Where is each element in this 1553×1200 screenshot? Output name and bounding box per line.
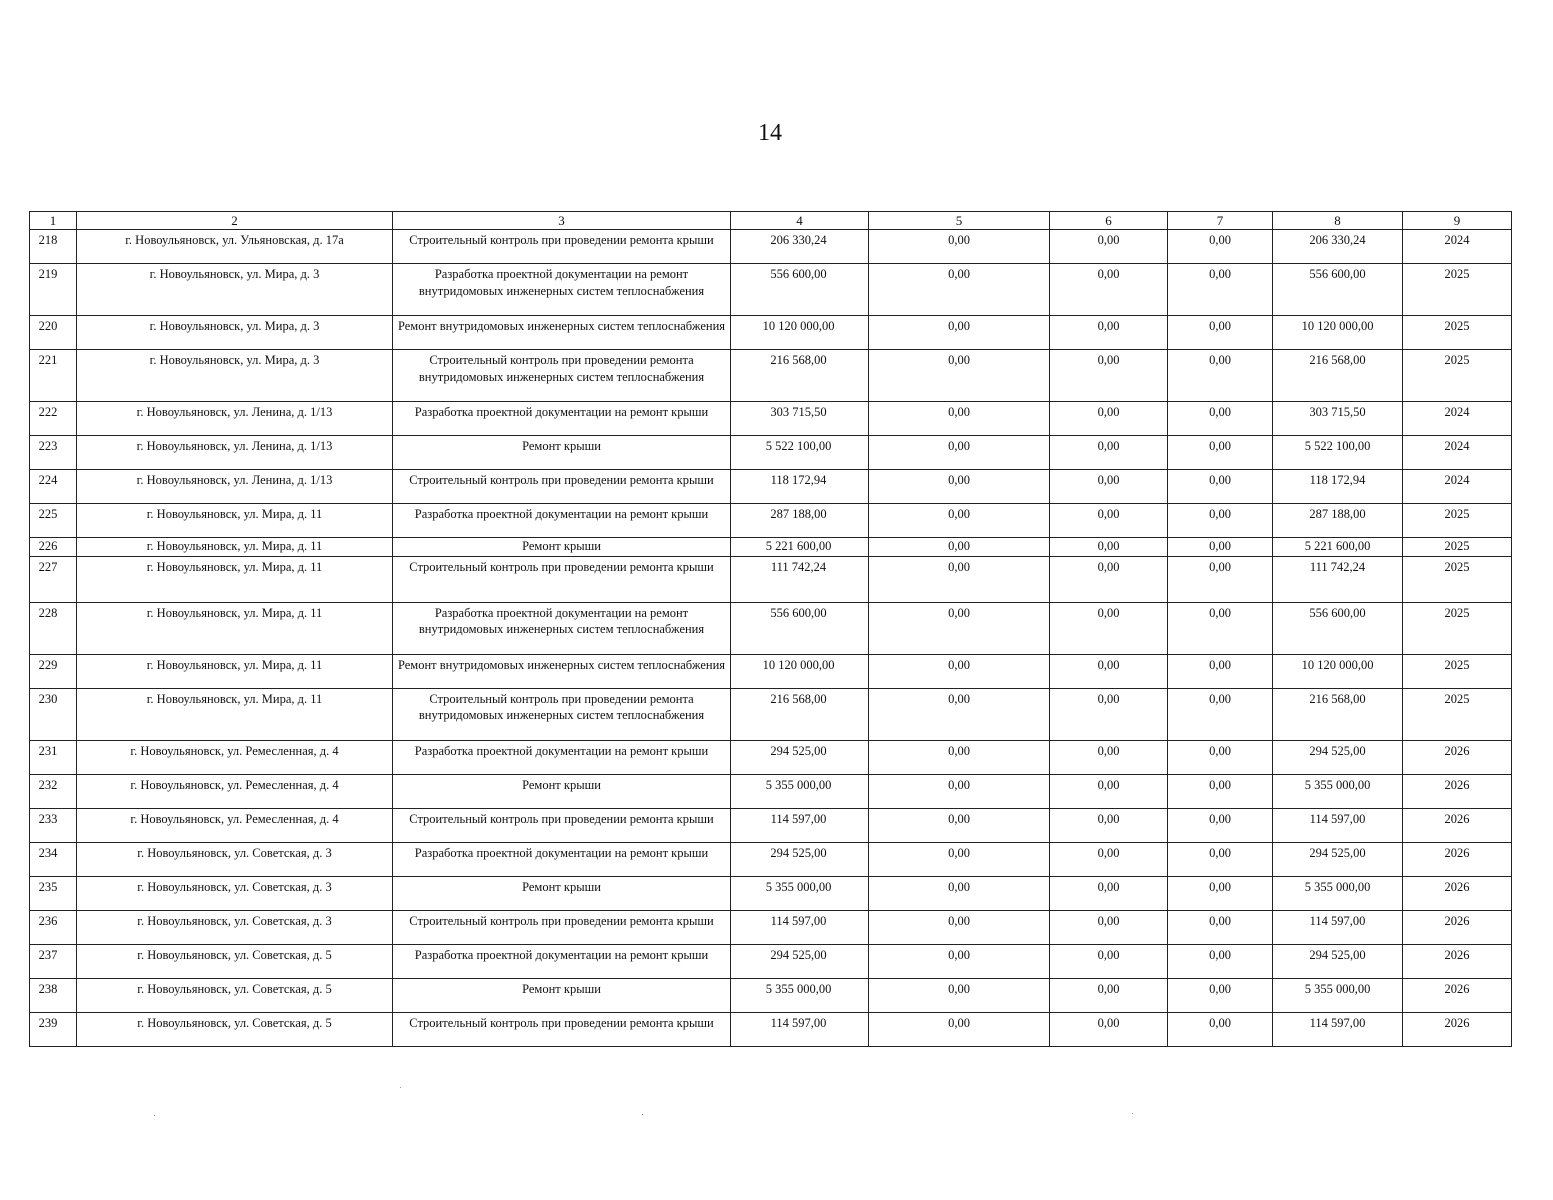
- amount-col5-cell: 0,00: [869, 504, 1050, 538]
- amount-col5-cell: 0,00: [869, 264, 1050, 316]
- table-row: [30, 740, 1512, 774]
- work-type-cell: Строительный контроль при проведении ремонта крыши: [393, 470, 731, 504]
- amount-total-cell: 216 568,00: [731, 350, 869, 402]
- amount-col6-cell: 0,00: [1050, 602, 1168, 654]
- amount-col8-cell: 206 330,24: [1273, 230, 1403, 264]
- header-cell-9: 9: [1403, 212, 1512, 230]
- amount-col7-cell: 0,00: [1168, 470, 1273, 504]
- table-row: [30, 774, 1512, 808]
- row-number: 222: [30, 402, 77, 436]
- amount-col8-cell: 114 597,00: [1273, 1012, 1403, 1046]
- amount-col5-cell: 0,00: [869, 808, 1050, 842]
- amount-col7-cell: 0,00: [1168, 538, 1273, 557]
- amount-total-cell: 294 525,00: [731, 740, 869, 774]
- amount-col5-cell: 0,00: [869, 538, 1050, 557]
- year-cell: 2025: [1403, 504, 1512, 538]
- row-number: 233: [30, 808, 77, 842]
- amount-col7-cell: 0,00: [1168, 910, 1273, 944]
- row-number: 238: [30, 978, 77, 1012]
- row-number: 218: [30, 230, 77, 264]
- amount-col5-cell: 0,00: [869, 978, 1050, 1012]
- work-type-cell: Ремонт крыши: [393, 436, 731, 470]
- amount-col5-cell: 0,00: [869, 470, 1050, 504]
- address-cell: г. Новоульяновск, ул. Мира, д. 3: [77, 316, 393, 350]
- table-row: [30, 264, 1512, 316]
- table-row: [30, 230, 1512, 264]
- amount-col5-cell: 0,00: [869, 944, 1050, 978]
- amount-col8-cell: 10 120 000,00: [1273, 654, 1403, 688]
- work-type-cell: Строительный контроль при проведении ремонта крыши: [393, 808, 731, 842]
- amount-total-cell: 5 355 000,00: [731, 774, 869, 808]
- address-cell: г. Новоульяновск, ул. Советская, д. 3: [77, 876, 393, 910]
- amount-col7-cell: 0,00: [1168, 556, 1273, 602]
- amount-col6-cell: 0,00: [1050, 538, 1168, 557]
- amount-col5-cell: 0,00: [869, 774, 1050, 808]
- row-number: 220: [30, 316, 77, 350]
- address-cell: г. Новоульяновск, ул. Мира, д. 3: [77, 264, 393, 316]
- amount-total-cell: 10 120 000,00: [731, 654, 869, 688]
- amount-total-cell: 118 172,94: [731, 470, 869, 504]
- table-row: [30, 602, 1512, 654]
- work-type-cell: Строительный контроль при проведении ремонта крыши: [393, 556, 731, 602]
- amount-col5-cell: 0,00: [869, 1012, 1050, 1046]
- row-number: 239: [30, 1012, 77, 1046]
- amount-col6-cell: 0,00: [1050, 944, 1168, 978]
- table-row: [30, 504, 1512, 538]
- table-row: [30, 688, 1512, 740]
- amount-col6-cell: 0,00: [1050, 774, 1168, 808]
- row-number: 229: [30, 654, 77, 688]
- row-number: 221: [30, 350, 77, 402]
- amount-col7-cell: 0,00: [1168, 602, 1273, 654]
- amount-col7-cell: 0,00: [1168, 264, 1273, 316]
- row-number: 224: [30, 470, 77, 504]
- amount-col7-cell: 0,00: [1168, 876, 1273, 910]
- table-row: [30, 910, 1512, 944]
- work-type-cell: Ремонт внутридомовых инженерных систем теплоснабжения: [393, 654, 731, 688]
- address-cell: г. Новоульяновск, ул. Мира, д. 11: [77, 556, 393, 602]
- amount-col8-cell: 10 120 000,00: [1273, 316, 1403, 350]
- header-row: [30, 212, 1512, 230]
- year-cell: 2025: [1403, 688, 1512, 740]
- amount-col8-cell: 5 355 000,00: [1273, 978, 1403, 1012]
- address-cell: г. Новоульяновск, ул. Советская, д. 3: [77, 842, 393, 876]
- table-row: [30, 538, 1512, 557]
- amount-col5-cell: 0,00: [869, 602, 1050, 654]
- amount-col6-cell: 0,00: [1050, 470, 1168, 504]
- address-cell: г. Новоульяновск, ул. Ленина, д. 1/13: [77, 470, 393, 504]
- header-cell-3: 3: [393, 212, 731, 230]
- amount-col7-cell: 0,00: [1168, 978, 1273, 1012]
- amount-col8-cell: 118 172,94: [1273, 470, 1403, 504]
- work-type-cell: Разработка проектной документации на ремонт крыши: [393, 740, 731, 774]
- table-row: [30, 316, 1512, 350]
- row-number: 227: [30, 556, 77, 602]
- year-cell: 2025: [1403, 602, 1512, 654]
- work-type-cell: Строительный контроль при проведении ремонта внутридомовых инженерных систем теплоснабжения: [393, 350, 731, 402]
- work-type-cell: Ремонт крыши: [393, 538, 731, 557]
- header-cell-6: 6: [1050, 212, 1168, 230]
- amount-total-cell: 556 600,00: [731, 602, 869, 654]
- amount-col5-cell: 0,00: [869, 654, 1050, 688]
- amount-col8-cell: 114 597,00: [1273, 910, 1403, 944]
- amount-col5-cell: 0,00: [869, 842, 1050, 876]
- address-cell: г. Новоульяновск, ул. Мира, д. 11: [77, 688, 393, 740]
- amount-total-cell: 303 715,50: [731, 402, 869, 436]
- amount-col7-cell: 0,00: [1168, 402, 1273, 436]
- table-row: [30, 556, 1512, 602]
- year-cell: 2026: [1403, 808, 1512, 842]
- amount-col7-cell: 0,00: [1168, 944, 1273, 978]
- amount-col7-cell: 0,00: [1168, 842, 1273, 876]
- year-cell: 2026: [1403, 842, 1512, 876]
- amount-col7-cell: 0,00: [1168, 504, 1273, 538]
- amount-col5-cell: 0,00: [869, 910, 1050, 944]
- row-number: 232: [30, 774, 77, 808]
- amount-col6-cell: 0,00: [1050, 316, 1168, 350]
- work-type-cell: Разработка проектной документации на ремонт внутридомовых инженерных систем теплоснабжения: [393, 602, 731, 654]
- repair-program-table: [29, 211, 1512, 1047]
- year-cell: 2025: [1403, 350, 1512, 402]
- amount-col6-cell: 0,00: [1050, 436, 1168, 470]
- amount-col8-cell: 5 221 600,00: [1273, 538, 1403, 557]
- amount-col6-cell: 0,00: [1050, 876, 1168, 910]
- address-cell: г. Новоульяновск, ул. Советская, д. 5: [77, 978, 393, 1012]
- address-cell: г. Новоульяновск, ул. Мира, д. 11: [77, 504, 393, 538]
- row-number: 226: [30, 538, 77, 557]
- address-cell: г. Новоульяновск, ул. Ульяновская, д. 17а: [77, 230, 393, 264]
- amount-col7-cell: 0,00: [1168, 350, 1273, 402]
- address-cell: г. Новоульяновск, ул. Советская, д. 5: [77, 944, 393, 978]
- address-cell: г. Новоульяновск, ул. Советская, д. 5: [77, 1012, 393, 1046]
- amount-total-cell: 111 742,24: [731, 556, 869, 602]
- amount-col7-cell: 0,00: [1168, 316, 1273, 350]
- work-type-cell: Разработка проектной документации на ремонт крыши: [393, 504, 731, 538]
- amount-col8-cell: 114 597,00: [1273, 808, 1403, 842]
- amount-total-cell: 114 597,00: [731, 1012, 869, 1046]
- header-cell-4: 4: [731, 212, 869, 230]
- scan-specks: [0, 1085, 1553, 1125]
- amount-total-cell: 114 597,00: [731, 910, 869, 944]
- row-number: 225: [30, 504, 77, 538]
- amount-col5-cell: 0,00: [869, 436, 1050, 470]
- year-cell: 2026: [1403, 774, 1512, 808]
- table-row: [30, 654, 1512, 688]
- year-cell: 2025: [1403, 316, 1512, 350]
- table-row: [30, 470, 1512, 504]
- amount-col7-cell: 0,00: [1168, 436, 1273, 470]
- amount-col5-cell: 0,00: [869, 876, 1050, 910]
- amount-col8-cell: 5 522 100,00: [1273, 436, 1403, 470]
- address-cell: г. Новоульяновск, ул. Ремесленная, д. 4: [77, 740, 393, 774]
- amount-col5-cell: 0,00: [869, 350, 1050, 402]
- work-type-cell: Разработка проектной документации на ремонт внутридомовых инженерных систем теплоснабжения: [393, 264, 731, 316]
- amount-col7-cell: 0,00: [1168, 654, 1273, 688]
- table-row: [30, 978, 1512, 1012]
- year-cell: 2024: [1403, 436, 1512, 470]
- work-type-cell: Строительный контроль при проведении ремонта внутридомовых инженерных систем теплоснабжения: [393, 688, 731, 740]
- amount-col8-cell: 5 355 000,00: [1273, 876, 1403, 910]
- table-row: [30, 402, 1512, 436]
- amount-total-cell: 5 355 000,00: [731, 876, 869, 910]
- row-number: 228: [30, 602, 77, 654]
- amount-col6-cell: 0,00: [1050, 654, 1168, 688]
- address-cell: г. Новоульяновск, ул. Ремесленная, д. 4: [77, 808, 393, 842]
- amount-col6-cell: 0,00: [1050, 1012, 1168, 1046]
- table-row: [30, 944, 1512, 978]
- amount-col6-cell: 0,00: [1050, 264, 1168, 316]
- amount-col8-cell: 287 188,00: [1273, 504, 1403, 538]
- amount-col5-cell: 0,00: [869, 402, 1050, 436]
- table-row: [30, 876, 1512, 910]
- amount-col6-cell: 0,00: [1050, 978, 1168, 1012]
- amount-total-cell: 5 221 600,00: [731, 538, 869, 557]
- row-number: 219: [30, 264, 77, 316]
- amount-col7-cell: 0,00: [1168, 740, 1273, 774]
- year-cell: 2025: [1403, 538, 1512, 557]
- address-cell: г. Новоульяновск, ул. Ленина, д. 1/13: [77, 436, 393, 470]
- address-cell: г. Новоульяновск, ул. Мира, д. 11: [77, 538, 393, 557]
- table-row: [30, 350, 1512, 402]
- year-cell: 2026: [1403, 910, 1512, 944]
- amount-total-cell: 556 600,00: [731, 264, 869, 316]
- amount-col8-cell: 556 600,00: [1273, 602, 1403, 654]
- address-cell: г. Новоульяновск, ул. Ремесленная, д. 4: [77, 774, 393, 808]
- work-type-cell: Разработка проектной документации на ремонт крыши: [393, 944, 731, 978]
- address-cell: г. Новоульяновск, ул. Советская, д. 3: [77, 910, 393, 944]
- amount-col5-cell: 0,00: [869, 556, 1050, 602]
- amount-col5-cell: 0,00: [869, 230, 1050, 264]
- amount-col6-cell: 0,00: [1050, 504, 1168, 538]
- amount-col7-cell: 0,00: [1168, 1012, 1273, 1046]
- year-cell: 2026: [1403, 1012, 1512, 1046]
- year-cell: 2026: [1403, 978, 1512, 1012]
- year-cell: 2025: [1403, 654, 1512, 688]
- amount-col7-cell: 0,00: [1168, 808, 1273, 842]
- year-cell: 2025: [1403, 556, 1512, 602]
- amount-total-cell: 216 568,00: [731, 688, 869, 740]
- address-cell: г. Новоульяновск, ул. Мира, д. 11: [77, 602, 393, 654]
- year-cell: 2025: [1403, 264, 1512, 316]
- amount-col6-cell: 0,00: [1050, 230, 1168, 264]
- amount-col6-cell: 0,00: [1050, 910, 1168, 944]
- work-type-cell: Ремонт крыши: [393, 978, 731, 1012]
- work-type-cell: Разработка проектной документации на ремонт крыши: [393, 402, 731, 436]
- amount-total-cell: 10 120 000,00: [731, 316, 869, 350]
- year-cell: 2026: [1403, 944, 1512, 978]
- amount-total-cell: 287 188,00: [731, 504, 869, 538]
- work-type-cell: Разработка проектной документации на ремонт крыши: [393, 842, 731, 876]
- address-cell: г. Новоульяновск, ул. Ленина, д. 1/13: [77, 402, 393, 436]
- table-body: [30, 230, 1512, 1047]
- amount-col8-cell: 216 568,00: [1273, 350, 1403, 402]
- row-number: 223: [30, 436, 77, 470]
- amount-col8-cell: 294 525,00: [1273, 842, 1403, 876]
- address-cell: г. Новоульяновск, ул. Мира, д. 3: [77, 350, 393, 402]
- address-cell: г. Новоульяновск, ул. Мира, д. 11: [77, 654, 393, 688]
- amount-col8-cell: 303 715,50: [1273, 402, 1403, 436]
- year-cell: 2026: [1403, 876, 1512, 910]
- amount-col7-cell: 0,00: [1168, 688, 1273, 740]
- row-number: 237: [30, 944, 77, 978]
- amount-total-cell: 206 330,24: [731, 230, 869, 264]
- table-row: [30, 1012, 1512, 1046]
- row-number: 230: [30, 688, 77, 740]
- table-row: [30, 842, 1512, 876]
- table-row: [30, 436, 1512, 470]
- row-number: 235: [30, 876, 77, 910]
- repair-program-table-container: [29, 211, 1511, 1047]
- amount-col6-cell: 0,00: [1050, 688, 1168, 740]
- amount-col6-cell: 0,00: [1050, 350, 1168, 402]
- amount-col8-cell: 111 742,24: [1273, 556, 1403, 602]
- amount-col6-cell: 0,00: [1050, 402, 1168, 436]
- amount-col8-cell: 5 355 000,00: [1273, 774, 1403, 808]
- work-type-cell: Ремонт крыши: [393, 876, 731, 910]
- work-type-cell: Строительный контроль при проведении ремонта крыши: [393, 1012, 731, 1046]
- row-number: 234: [30, 842, 77, 876]
- page-number: 14: [758, 120, 782, 146]
- amount-col8-cell: 294 525,00: [1273, 740, 1403, 774]
- year-cell: 2024: [1403, 230, 1512, 264]
- work-type-cell: Строительный контроль при проведении ремонта крыши: [393, 230, 731, 264]
- amount-col7-cell: 0,00: [1168, 230, 1273, 264]
- amount-col8-cell: 216 568,00: [1273, 688, 1403, 740]
- row-number: 236: [30, 910, 77, 944]
- amount-col6-cell: 0,00: [1050, 556, 1168, 602]
- row-number: 231: [30, 740, 77, 774]
- amount-col5-cell: 0,00: [869, 316, 1050, 350]
- amount-col6-cell: 0,00: [1050, 808, 1168, 842]
- amount-col6-cell: 0,00: [1050, 842, 1168, 876]
- header-cell-2: 2: [77, 212, 393, 230]
- amount-col8-cell: 294 525,00: [1273, 944, 1403, 978]
- header-cell-5: 5: [869, 212, 1050, 230]
- year-cell: 2026: [1403, 740, 1512, 774]
- header-cell-1: 1: [30, 212, 77, 230]
- table-row: [30, 808, 1512, 842]
- amount-col7-cell: 0,00: [1168, 774, 1273, 808]
- amount-total-cell: 5 355 000,00: [731, 978, 869, 1012]
- amount-total-cell: 294 525,00: [731, 944, 869, 978]
- amount-total-cell: 5 522 100,00: [731, 436, 869, 470]
- amount-col8-cell: 556 600,00: [1273, 264, 1403, 316]
- header-cell-7: 7: [1168, 212, 1273, 230]
- year-cell: 2024: [1403, 470, 1512, 504]
- year-cell: 2024: [1403, 402, 1512, 436]
- work-type-cell: Ремонт внутридомовых инженерных систем теплоснабжения: [393, 316, 731, 350]
- amount-total-cell: 294 525,00: [731, 842, 869, 876]
- amount-col5-cell: 0,00: [869, 688, 1050, 740]
- amount-col5-cell: 0,00: [869, 740, 1050, 774]
- amount-total-cell: 114 597,00: [731, 808, 869, 842]
- work-type-cell: Строительный контроль при проведении ремонта крыши: [393, 910, 731, 944]
- amount-col6-cell: 0,00: [1050, 740, 1168, 774]
- work-type-cell: Ремонт крыши: [393, 774, 731, 808]
- header-cell-8: 8: [1273, 212, 1403, 230]
